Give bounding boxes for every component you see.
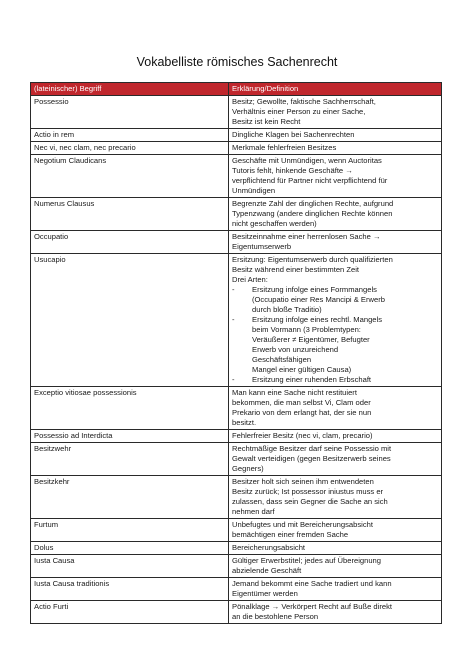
- term-cell: Negotium Claudicans: [31, 155, 229, 198]
- definition-line: Begrenzte Zahl der dinglichen Rechte, aufgrund: [232, 199, 394, 208]
- definition-line: Besitz während einer bestimmten Zeit: [232, 265, 360, 274]
- definition-cell: [229, 578, 442, 601]
- definition-line: Besitzer holt sich seinen ihm entwendeten: [232, 477, 374, 486]
- definition-cell: [229, 519, 442, 542]
- definition-line: bemächtigen einer fremden Sache: [232, 530, 349, 539]
- term-cell: Actio in rem: [31, 129, 229, 142]
- table-row: [31, 387, 442, 430]
- definition-cell: [229, 387, 442, 430]
- definition-line: Pönalklage → Verkörpert Recht auf Buße direkt: [232, 602, 392, 611]
- definition-line: Ersitzung: Eigentumserwerb durch qualifizierten: [232, 255, 393, 264]
- sublist-line: Geschäftsfähigen: [252, 355, 312, 364]
- table-row: [31, 443, 442, 476]
- term-cell: Exceptio vitiosae possessionis: [31, 387, 229, 430]
- definition-line: Man kann eine Sache nicht restituiert: [232, 388, 357, 397]
- definition-cell: [229, 476, 442, 519]
- term-cell: Actio Furti: [31, 601, 229, 624]
- definition-cell: [229, 443, 442, 476]
- term-cell: Iusta Causa: [31, 555, 229, 578]
- definition-line: Prekario von dem erlangt hat, der sie nun: [232, 408, 372, 417]
- definition-line: abzielende Geschäft: [232, 566, 302, 575]
- sublist-line: Erwerb von unzureichend: [252, 345, 339, 354]
- definition-cell: [229, 231, 442, 254]
- table-row: [31, 96, 442, 129]
- term-cell: Nec vi, nec clam, nec precario: [31, 142, 229, 155]
- table-row: [31, 601, 442, 624]
- vocab-table: [30, 82, 442, 624]
- sublist-item: [232, 315, 438, 375]
- definition-line: bekommen, die man selbst Vi, Clam oder: [232, 398, 371, 407]
- definition-cell: [229, 254, 442, 387]
- sublist-line: beim Vormann (3 Problemtypen:: [252, 325, 361, 334]
- definition-line: nicht geschaffen werden): [232, 219, 317, 228]
- definition-line: an die bestohlene Person: [232, 612, 319, 621]
- definition-cell: [229, 601, 442, 624]
- sublist-line: Ersitzung infolge eines rechtl. Mangels: [252, 315, 383, 324]
- term-cell: Possessio: [31, 96, 229, 129]
- sublist-line: Ersitzung infolge eines Formmangels: [252, 285, 377, 294]
- term-cell: Besitzkehr: [31, 476, 229, 519]
- definition-line: Typenzwang (andere dinglichen Rechte können: [232, 209, 393, 218]
- table-row: [31, 155, 442, 198]
- term-cell: Possessio ad Interdicta: [31, 430, 229, 443]
- definition-line: Gültiger Erwerbstitel; jedes auf Übereignung: [232, 556, 382, 565]
- definition-line: Merkmale fehlerfreien Besitzes: [232, 143, 337, 152]
- term-cell: Besitzwehr: [31, 443, 229, 476]
- sublist-item: [232, 285, 438, 315]
- document-title: Vokabelliste römisches Sachenrecht: [136, 55, 338, 69]
- bullet-dash: -: [232, 285, 235, 294]
- table-row: [31, 129, 442, 142]
- term-cell: Dolus: [31, 542, 229, 555]
- definition-cell: [229, 129, 442, 142]
- bullet-dash: -: [232, 375, 235, 384]
- table-row: [31, 555, 442, 578]
- sublist-line: (Occupatio einer Res Mancipi & Erwerb: [252, 295, 385, 304]
- table-row: [31, 254, 442, 387]
- definition-line: Dingliche Klagen bei Sachenrechten: [232, 130, 355, 139]
- definition-cell: [229, 430, 442, 443]
- definition-line: Eigentümer werden: [232, 589, 298, 598]
- definition-line: Eigentumserwerb: [232, 242, 292, 251]
- definition-line: Verhältnis einer Person zu einer Sache,: [232, 107, 366, 116]
- definition-line: Besitz ist kein Recht: [232, 117, 301, 126]
- definition-line: verpflichtend für Partner nicht verpflichtend für: [232, 176, 388, 185]
- definition-cell: [229, 542, 442, 555]
- definition-line: Gegners): [232, 464, 264, 473]
- sublist-line: Ersitzung einer ruhenden Erbschaft: [252, 375, 372, 384]
- table-row: [31, 142, 442, 155]
- table-row: [31, 542, 442, 555]
- definition-line: zulassen, dass sein Gegner die Sache an sich: [232, 497, 388, 506]
- term-cell: Numerus Clausus: [31, 198, 229, 231]
- definition-cell: [229, 96, 442, 129]
- sublist-line: durch bloße Traditio): [252, 305, 322, 314]
- definition-line: Drei Arten:: [232, 275, 268, 284]
- table-row: [31, 578, 442, 601]
- table-row: [31, 198, 442, 231]
- definition-line: besitzt.: [232, 418, 257, 427]
- definition-line: Tutoris fehlt, hinkende Geschäfte →: [232, 166, 353, 175]
- table-row: [31, 430, 442, 443]
- definition-cell: [229, 198, 442, 231]
- table-row: [31, 519, 442, 542]
- definition-cell: [229, 142, 442, 155]
- table-body: [31, 96, 442, 624]
- definition-line: Unmündigen: [232, 186, 276, 195]
- term-cell: Iusta Causa traditionis: [31, 578, 229, 601]
- definition-cell: [229, 555, 442, 578]
- sublist-line: Mangel einer gültigen Causa): [252, 365, 352, 374]
- bullet-dash: -: [232, 315, 235, 324]
- definition-line: Unbefugtes und mit Bereicherungsabsicht: [232, 520, 373, 529]
- sublist-line: Veräußerer ≠ Eigentümer, Befugter: [252, 335, 370, 344]
- definition-line: Rechtmäßige Besitzer darf seine Possessio mit: [232, 444, 392, 453]
- table-header-row: [31, 83, 442, 96]
- definition-line: Gewalt verteidigen (gegen Besitzerwerb seines: [232, 454, 391, 463]
- header-term: (lateinischer) Begriff: [31, 83, 229, 96]
- table-row: [31, 476, 442, 519]
- definition-line: nehmen darf: [232, 507, 275, 516]
- term-cell: Furtum: [31, 519, 229, 542]
- term-cell: Occupatio: [31, 231, 229, 254]
- definition-line: Bereicherungsabsicht: [232, 543, 306, 552]
- definition-line: Besitz zurück; Ist possessor iniustus muss er: [232, 487, 384, 496]
- definition-line: Besitzeinnahme einer herrenlosen Sache →: [232, 232, 381, 241]
- definition-cell: [229, 155, 442, 198]
- term-cell: Usucapio: [31, 254, 229, 387]
- definition-line: Geschäfte mit Unmündigen, wenn Auctoritas: [232, 156, 382, 165]
- definition-line: Besitz; Gewollte, faktische Sachherrschaft,: [232, 97, 376, 106]
- sublist-item: [232, 375, 438, 385]
- definition-line: Jemand bekommt eine Sache tradiert und kann: [232, 579, 392, 588]
- definition-line: Fehlerfreier Besitz (nec vi, clam, precario): [232, 431, 373, 440]
- header-definition: Erklärung/Definition: [229, 83, 442, 96]
- table-row: [31, 231, 442, 254]
